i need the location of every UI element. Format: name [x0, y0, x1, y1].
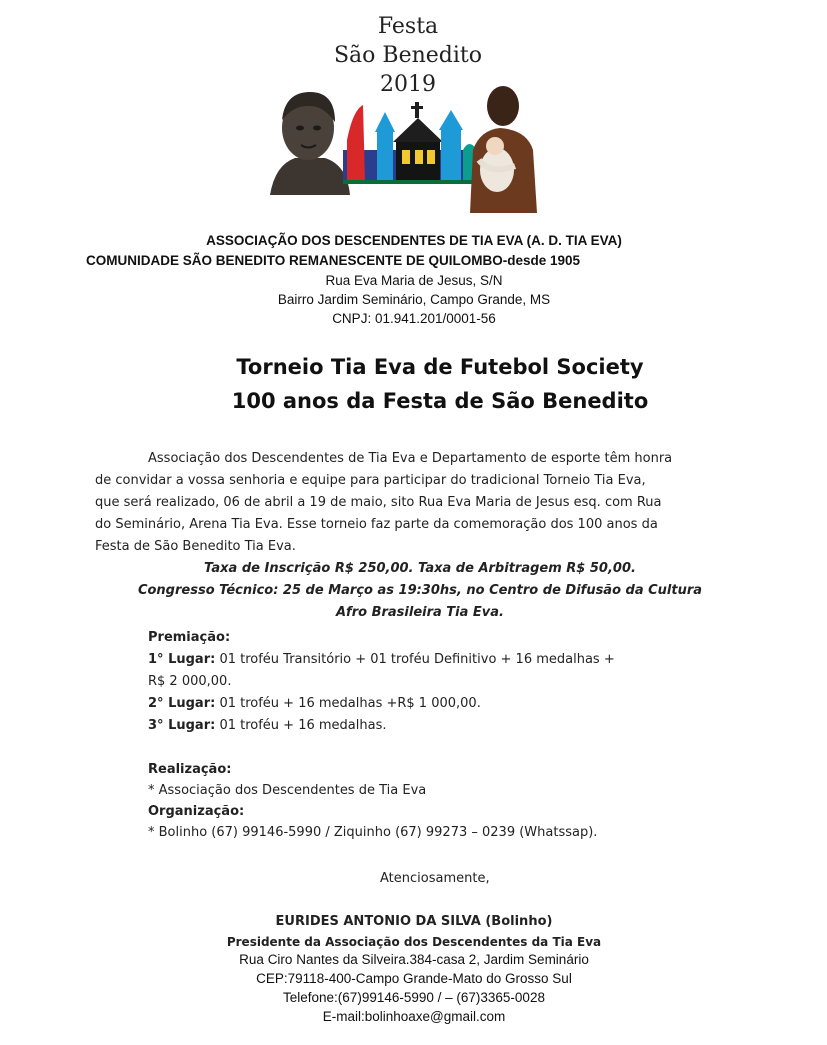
- body-line4: do Seminário, Arena Tia Eva. Esse torneio faz parte da comemoração dos 100 anos da: [95, 517, 658, 532]
- body-line3: que será realizado, 06 de abril a 19 de maio, sito Rua Eva Maria de Jesus esq. com Rua: [95, 495, 662, 510]
- prize-third-text: 01 troféu + 16 medalhas.: [215, 718, 387, 733]
- organizacao-heading: Organização:: [148, 804, 245, 819]
- church-icon: [343, 102, 479, 184]
- realizacao-text: * Associação dos Descendentes de Tia Eva: [148, 783, 427, 798]
- bust-left-icon: [270, 92, 350, 195]
- festa-title-line3: 2019: [380, 72, 436, 97]
- prize-second-text: 01 troféu + 16 medalhas +R$ 1 000,00.: [215, 696, 481, 711]
- body-line2: de convidar a vossa senhoria e equipe para participar do tradicional Torneio Tia Eva,: [95, 473, 646, 488]
- organizacao-text: * Bolinho (67) 99146-5990 / Ziquinho (67) 99273 – 0239 (Whatssap).: [148, 825, 598, 840]
- body-line1: Associação dos Descendentes de Tia Eva e Departamento de esporte têm honra: [148, 451, 673, 466]
- org-address-line1: Rua Eva Maria de Jesus, S/N: [325, 273, 503, 288]
- signer-email: E-mail:bolinhoaxe@gmail.com: [322, 1009, 506, 1024]
- congress-line1: Congresso Técnico: 25 de Março as 19:30hs, no Centro de Difusão da Cultura: [137, 583, 703, 598]
- signer-address: Rua Ciro Nantes da Silveira.384-casa 2, Jardim Seminário: [239, 952, 589, 967]
- prize-third-label: 3° Lugar:: [148, 718, 216, 733]
- congress-line2: Afro Brasileira Tia Eva.: [336, 605, 504, 620]
- prize-third: [148, 715, 748, 737]
- festa-header-image: [265, 0, 551, 213]
- saint-benedito-icon: [470, 86, 537, 213]
- salutation: Atenciosamente,: [380, 871, 490, 886]
- org-cnpj: CNPJ: 01.941.201/0001-56: [332, 311, 496, 326]
- signer-name: EURIDES ANTONIO DA SILVA (Bolinho): [275, 914, 553, 929]
- signer-role: Presidente da Associação dos Descendentes da Tia Eva: [226, 935, 602, 949]
- doc-title-line2: 100 anos da Festa de São Benedito: [231, 389, 649, 413]
- org-name-line2: COMUNIDADE SÃO BENEDITO REMANESCENTE DE QUILOMBO-desde 1905: [86, 253, 581, 268]
- org-name-line1: ASSOCIAÇÃO DOS DESCENDENTES DE TIA EVA (A. D. TIA EVA): [206, 233, 622, 248]
- doc-title-line1: Torneio Tia Eva de Futebol Society: [236, 355, 644, 379]
- festa-title-line1: Festa: [377, 14, 439, 39]
- prize-first-text: 01 troféu Transitório + 01 troféu Definitivo + 16 medalhas +: [215, 652, 615, 667]
- prize-first: [148, 649, 748, 671]
- org-address-line2: Bairro Jardim Seminário, Campo Grande, MS: [277, 292, 551, 307]
- festa-illustration: [265, 0, 551, 213]
- prizes-heading: Premiação:: [148, 630, 231, 645]
- realizacao-heading: Realização:: [148, 762, 232, 777]
- fees-line: Taxa de Inscrição R$ 250,00. Taxa de Arbitragem R$ 50,00.: [204, 561, 636, 576]
- prize-first-label: 1° Lugar:: [148, 652, 216, 667]
- prize-second: [148, 693, 748, 715]
- prize-first-amount: R$ 2 000,00.: [148, 674, 232, 689]
- festa-title-line2: São Benedito: [333, 43, 482, 68]
- prize-second-label: 2° Lugar:: [148, 696, 216, 711]
- body-line5: Festa de São Benedito Tia Eva.: [95, 539, 296, 554]
- signer-phone: Telefone:(67)99146-5990 / – (67)3365-0028: [283, 990, 545, 1005]
- signer-cep: CEP:79118-400-Campo Grande-Mato do Grosso Sul: [256, 971, 572, 986]
